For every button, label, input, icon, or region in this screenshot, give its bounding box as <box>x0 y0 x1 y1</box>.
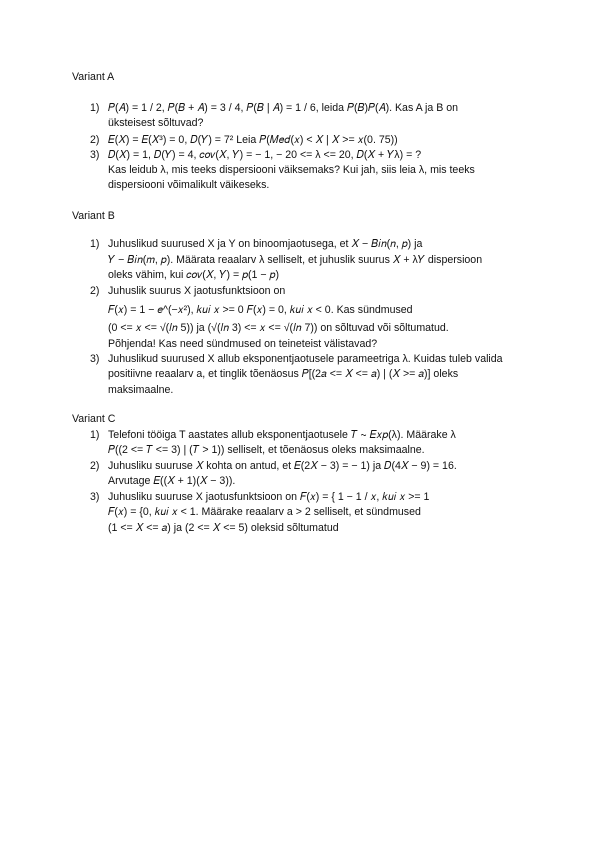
problem-line: 𝑃((2 <= 𝑇 <= 3) | (𝑇 > 1)) selliselt, et tõenäosus oleks maksimaalne. <box>108 444 425 456</box>
problem-line: Juhusliku suuruse X jaotusfunktsioon on 𝐹(𝑥) = { 1 − 1 / 𝑥, 𝑘𝑢𝑖 𝑥 >= 1 <box>108 491 430 503</box>
problem-line: (0 <= 𝑥 <= √(𝑙𝑛 5)) ja (√(𝑙𝑛 3) <= 𝑥 <= √(𝑙𝑛 7)) on sõltuvad või sõltumatud. <box>108 322 449 334</box>
problem-number: 1) <box>90 238 100 250</box>
problem-number: 2) <box>90 285 100 297</box>
problem-line: 𝐹(𝑥) = {0, 𝑘𝑢𝑖 𝑥 < 1. Määrake reaalarv a > 2 selliselt, et sündmused <box>108 506 421 518</box>
problem-line: Juhusliku suuruse 𝑋 kohta on antud, et 𝐸(2𝑋 − 3) = − 1) ja 𝐷(4𝑋 − 9) = 16. <box>108 460 457 472</box>
variant-a-heading: Variant A <box>72 71 115 83</box>
problem-line: Juhuslikud suurused X ja Y on binoomjaotusega, et 𝑋 − 𝐵𝑖𝑛(𝑛, 𝑝) ja <box>108 238 423 250</box>
problem-line: maksimaalne. <box>108 384 174 396</box>
problem-number: 2) <box>90 134 100 146</box>
problem-line: 𝐹(𝑥) = 1 − 𝑒^(−𝑥²), 𝑘𝑢𝑖 𝑥 >= 0 𝐹(𝑥) = 0, 𝑘𝑢𝑖 𝑥 < 0. Kas sündmused <box>108 304 413 316</box>
problem-line: 𝐸(𝑋) = 𝐸(𝑋³) = 0, 𝐷(𝑌) = 7² Leia 𝑃(𝑀𝑒𝑑(𝑥) < 𝑋 | 𝑋 >= 𝑥(0. 75)) <box>108 134 398 146</box>
problem-line: Põhjenda! Kas need sündmused on teineteist välistavad? <box>108 338 378 350</box>
problem-line: Kas leidub λ, mis teeks dispersiooni väiksemaks? Kui jah, siis leia λ, mis teeks <box>108 164 475 176</box>
problem-number: 3) <box>90 353 100 365</box>
problem-line: oleks vähim, kui 𝑐𝑜𝑣(𝑋, 𝑌) = 𝑝(1 − 𝑝) <box>108 269 279 281</box>
problem-line: 𝑃(𝐴) = 1 / 2, 𝑃(𝐵 + 𝐴) = 3 / 4, 𝑃(𝐵 | 𝐴) = 1 / 6, leida 𝑃(𝐵)𝑃(𝐴). Kas A ja B on <box>108 102 459 114</box>
problem-line: 𝑌 − 𝐵𝑖𝑛(𝑚, 𝑝). Määrata reaalarv λ selliselt, et juhuslik suurus 𝑋 + λ𝑌 dispersioon <box>108 254 483 266</box>
problem-line: Juhuslik suurus X jaotusfunktsioon on <box>108 285 286 297</box>
problem-number: 2) <box>90 460 100 472</box>
variant-c-heading: Variant C <box>72 413 116 425</box>
problem-number: 3) <box>90 149 100 161</box>
problem-line: positiivne reaalarv a, et tinglik tõenäosus 𝑃[(2𝑎 <= 𝑋 <= 𝑎) | (𝑋 >= 𝑎)] oleks <box>108 368 459 380</box>
problem-number: 3) <box>90 491 100 503</box>
problem-number: 1) <box>90 429 100 441</box>
problem-line: 𝐷(𝑋) = 1, 𝐷(𝑌) = 4, 𝑐𝑜𝑣(𝑋, 𝑌) = − 1, − 20 <= λ <= 20, 𝐷(𝑋 + 𝑌λ) = ? <box>108 149 422 161</box>
problem-line: (1 <= 𝑋 <= 𝑎) ja (2 <= 𝑋 <= 5) oleksid sõltumatud <box>108 522 339 534</box>
problem-line: Arvutage 𝐸((𝑋 + 1)(𝑋 − 3)). <box>108 475 236 487</box>
variant-b-heading: Variant B <box>72 210 115 222</box>
problem-number: 1) <box>90 102 100 114</box>
problem-line: Telefoni tööiga T aastates allub eksponentjaotusele 𝑇 ∼ 𝐸𝑥𝑝(λ). Määrake λ <box>108 429 456 441</box>
problem-line: üksteisest sõltuvad? <box>108 117 204 129</box>
problem-line: Juhuslikud suurused X allub eksponentjaotusele parameetriga λ. Kuidas tuleb valida <box>108 353 503 365</box>
problem-line: dispersiooni võimalikult väikeseks. <box>108 179 270 191</box>
